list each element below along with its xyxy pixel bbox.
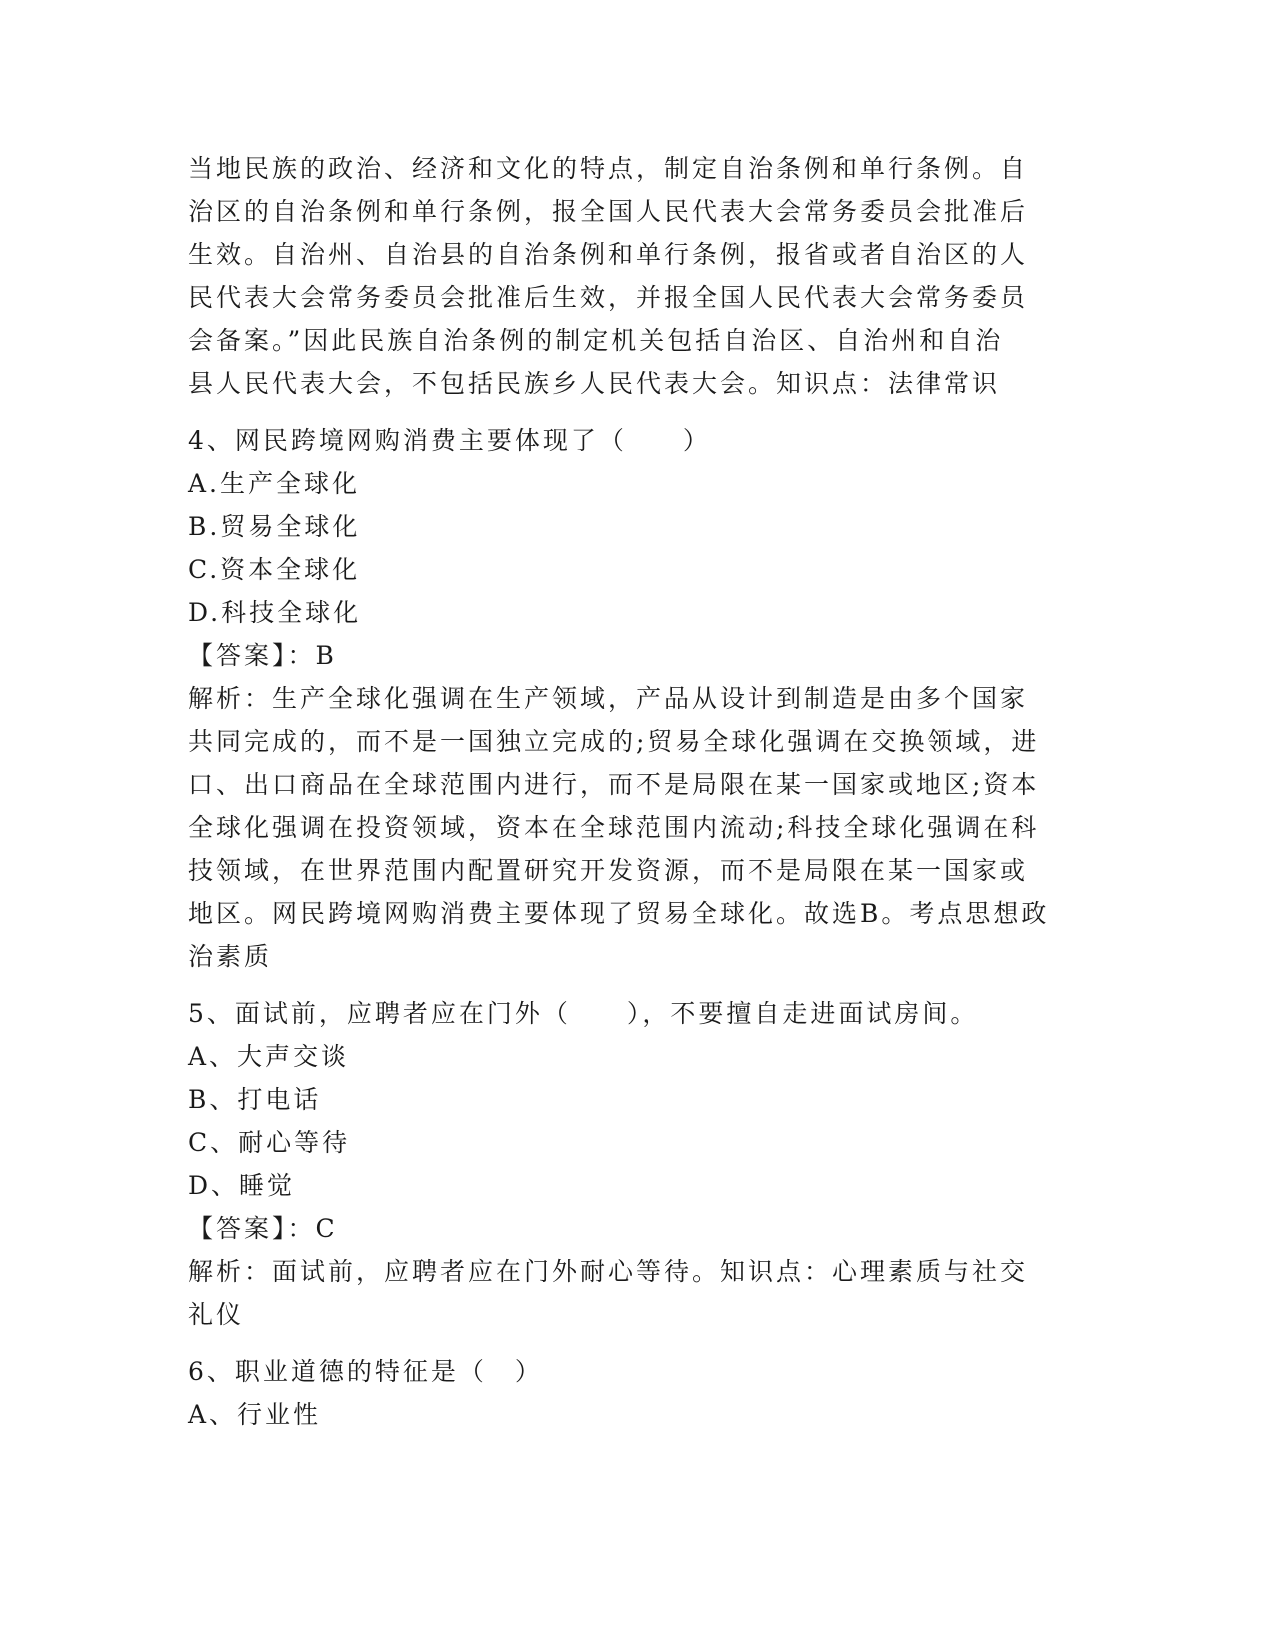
explanation-line: 全球化强调在投资领域，资本在全球范围内流动;科技全球化强调在科	[188, 813, 1040, 842]
explanation-line: 口、出口商品在全球范围内进行，而不是局限在某一国家或地区;资本	[188, 770, 1040, 799]
explanation-line: 治素质	[188, 942, 273, 971]
text-line: 会备案。”因此民族自治条例的制定机关包括自治区、自治州和自治	[188, 326, 1004, 355]
option-d: D、睡觉	[188, 1171, 296, 1200]
option-d: D.科技全球化	[188, 598, 362, 627]
question-text: 6、职业道德的特征是（ ）	[188, 1357, 543, 1386]
question-4	[188, 419, 1088, 978]
text-line: 当地民族的政治、经济和文化的特点，制定自治条例和单行条例。自	[188, 154, 1029, 183]
question-text: 4、网民跨境网购消费主要体现了（ ）	[188, 426, 711, 455]
option-a: A、行业性	[188, 1400, 322, 1429]
explanation-line: 技领域，在世界范围内配置研究开发资源，而不是局限在某一国家或	[188, 856, 1029, 885]
text-line: 治区的自治条例和单行条例，报全国人民代表大会常务委员会批准后	[188, 197, 1029, 226]
text-line: 民代表大会常务委员会批准后生效，并报全国人民代表大会常务委员	[188, 283, 1029, 312]
text-line: 生效。自治州、自治县的自治条例和单行条例，报省或者自治区的人	[188, 240, 1029, 269]
explanation-line: 共同完成的，而不是一国独立完成的;贸易全球化强调在交换领域，进	[188, 727, 1040, 756]
prev-explanation	[188, 147, 1088, 405]
explanation-line: 解析：生产全球化强调在生产领域，产品从设计到制造是由多个国家	[188, 684, 1029, 713]
answer: 【答案】：C	[188, 1214, 338, 1243]
option-b: B.贸易全球化	[188, 512, 361, 541]
text-line: 县人民代表大会，不包括民族乡人民代表大会。知识点：法律常识	[188, 369, 1001, 398]
option-c: C、耐心等待	[188, 1128, 351, 1157]
question-6	[188, 1350, 1088, 1436]
explanation-line: 地区。网民跨境网购消费主要体现了贸易全球化。故选B。考点思想政	[188, 899, 1050, 928]
answer: 【答案】：B	[188, 641, 337, 670]
document-page	[188, 147, 1088, 1436]
option-b: B、打电话	[188, 1085, 322, 1114]
explanation-line: 礼仪	[188, 1300, 245, 1329]
option-a: A.生产全球化	[188, 469, 361, 498]
question-text: 5、面试前，应聘者应在门外（ ），不要擅自走进面试房间。	[188, 999, 979, 1028]
question-5	[188, 992, 1088, 1336]
option-a: A、大声交谈	[188, 1042, 350, 1071]
explanation-line: 解析：面试前，应聘者应在门外耐心等待。知识点：心理素质与社交	[188, 1257, 1029, 1286]
option-c: C.资本全球化	[188, 555, 361, 584]
